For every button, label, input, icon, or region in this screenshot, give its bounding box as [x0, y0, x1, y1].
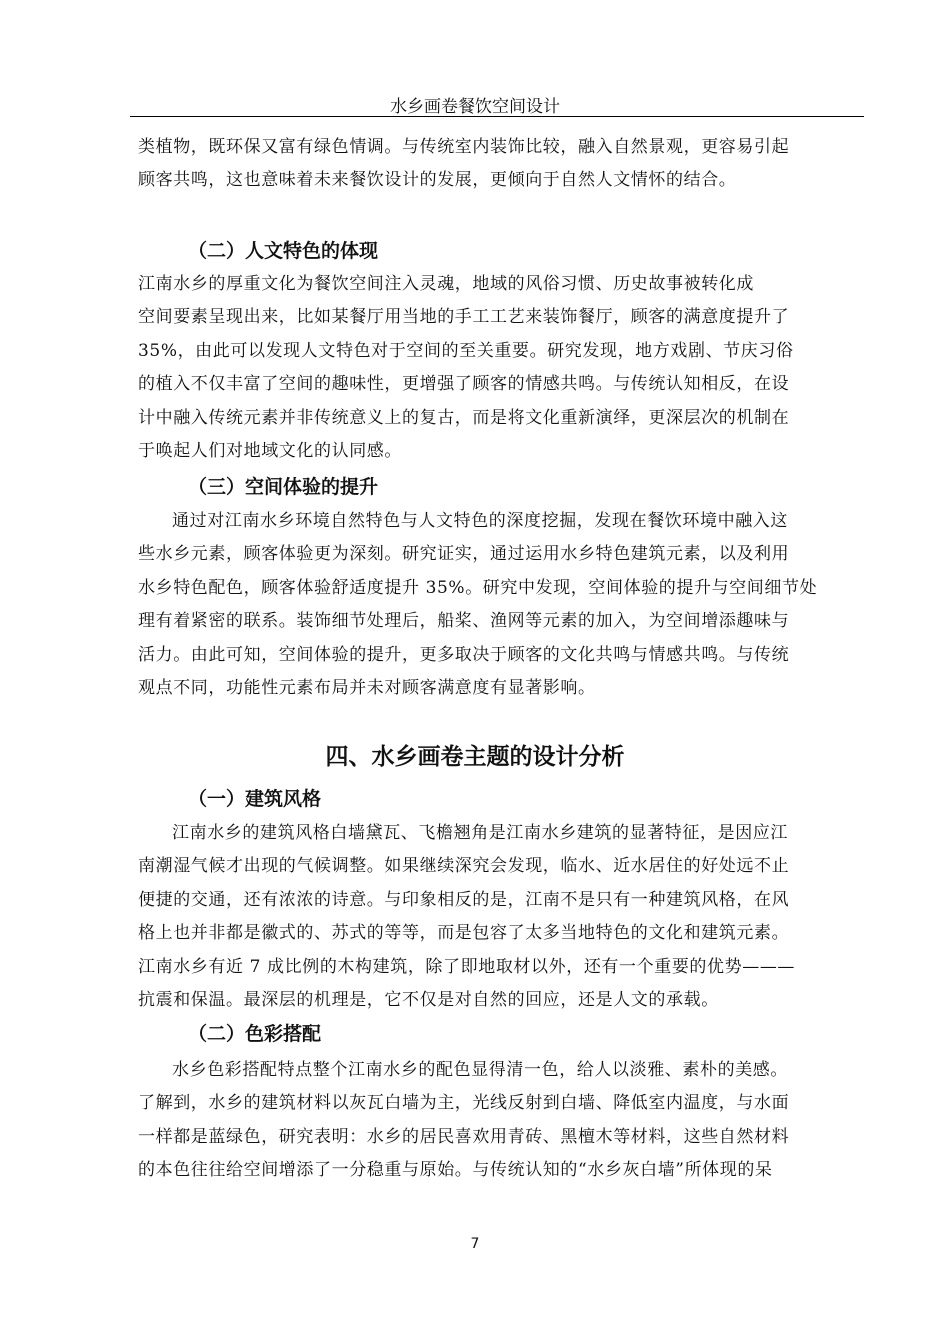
text-line: 空间要素呈现出来，比如某餐厅用当地的手工工艺来装饰餐厅，顾客的满意度提升了	[138, 307, 790, 328]
text-line: 35%，由此可以发现人文特色对于空间的至关重要。研究发现，地方戏剧、节庆习俗	[138, 340, 794, 361]
section-heading-humanistic: （二）人文特色的体现	[188, 240, 379, 262]
chapter-heading: 四、水乡画卷主题的设计分析	[325, 744, 625, 770]
page-number: 7	[470, 1236, 480, 1252]
text-line: 江南水乡有近 7 成比例的木构建筑，除了即地取材以外，还有一个重要的优势———	[138, 956, 796, 977]
paragraph-humanistic	[138, 268, 850, 468]
text-line: 南潮湿气候才出现的气候调整。如果继续深究会发现，临水、近水居住的好处远不止	[138, 856, 790, 877]
text-line: 水乡色彩搭配特点整个江南水乡的配色显得清一色，给人以淡雅、素朴的美感。	[172, 1060, 788, 1080]
text-line: 些水乡元素，顾客体验更为深刻。研究证实，通过运用水乡特色建筑元素，以及利用	[138, 544, 790, 565]
text-line: 江南水乡的建筑风格白墙黛瓦、飞檐翘角是江南水乡建筑的显著特征，是因应江	[172, 823, 788, 843]
text-line: 便捷的交通，还有浓浓的诗意。与印象相反的是，江南不是只有一种建筑风格，在风	[138, 889, 790, 910]
text-line: 活力。由此可知，空间体验的提升，更多取决于顾客的文化共鸣与情感共鸣。与传统	[138, 644, 790, 665]
text-line: 格上也并非都是徽式的、苏式的等等，而是包容了太多当地特色的文化和建筑元素。	[138, 923, 790, 944]
paragraph-experience	[138, 505, 850, 705]
text-line: 顾客共鸣，这也意味着未来餐饮设计的发展，更倾向于自然人文情怀的结合。	[138, 170, 737, 191]
text-line: 于唤起人们对地域文化的认同感。	[138, 441, 402, 462]
running-header-title: 水乡画卷餐饮空间设计	[390, 97, 560, 117]
text-line: 水乡特色配色，顾客体验舒适度提升 35%。研究中发现，空间体验的提升与空间细节处	[138, 577, 818, 598]
text-line: 观点不同，功能性元素布局并未对顾客满意度有显著影响。	[138, 678, 596, 699]
section-heading-color: （二）色彩搭配	[188, 1023, 322, 1045]
text-line: 通过对江南水乡环境自然特色与人文特色的深度挖掘，发现在餐饮环境中融入这	[172, 511, 788, 531]
section-heading-experience: （三）空间体验的提升	[188, 476, 379, 498]
text-line: 一样都是蓝绿色，研究表明：水乡的居民喜欢用青砖、黑檀木等材料，这些自然材料	[138, 1126, 790, 1147]
text-line: 计中融入传统元素并非传统意义上的复古，而是将文化重新演绎，更深层次的机制在	[138, 407, 790, 428]
text-line: 类植物，既环保又富有绿色情调。与传统室内装饰比较，融入自然景观，更容易引起	[138, 137, 790, 157]
text-line: 江南水乡的厚重文化为餐饮空间注入灵魂，地域的风俗习惯、历史故事被转化成	[138, 274, 754, 294]
paragraph-color	[138, 1054, 850, 1188]
text-line: 抗震和保温。最深层的机理是，它不仅是对自然的回应，还是人文的承载。	[138, 990, 719, 1011]
text-line: 的植入不仅丰富了空间的趣味性，更增强了顾客的情感共鸣。与传统认知相反，在设	[138, 374, 790, 395]
header-divider	[130, 116, 864, 117]
text-line: 理有着紧密的联系。装饰细节处理后，船桨、渔网等元素的加入，为空间增添趣味与	[138, 611, 790, 632]
section-heading-architecture: （一）建筑风格	[188, 788, 322, 810]
paragraph-architecture	[138, 817, 850, 1017]
text-line: 的本色往往给空间增添了一分稳重与原始。与传统认知的“水乡灰白墙”所体现的呆	[138, 1160, 773, 1181]
text-line: 了解到，水乡的建筑材料以灰瓦白墙为主，光线反射到白墙、降低室内温度，与水面	[138, 1093, 790, 1114]
paragraph-plants-continuation	[138, 131, 850, 198]
